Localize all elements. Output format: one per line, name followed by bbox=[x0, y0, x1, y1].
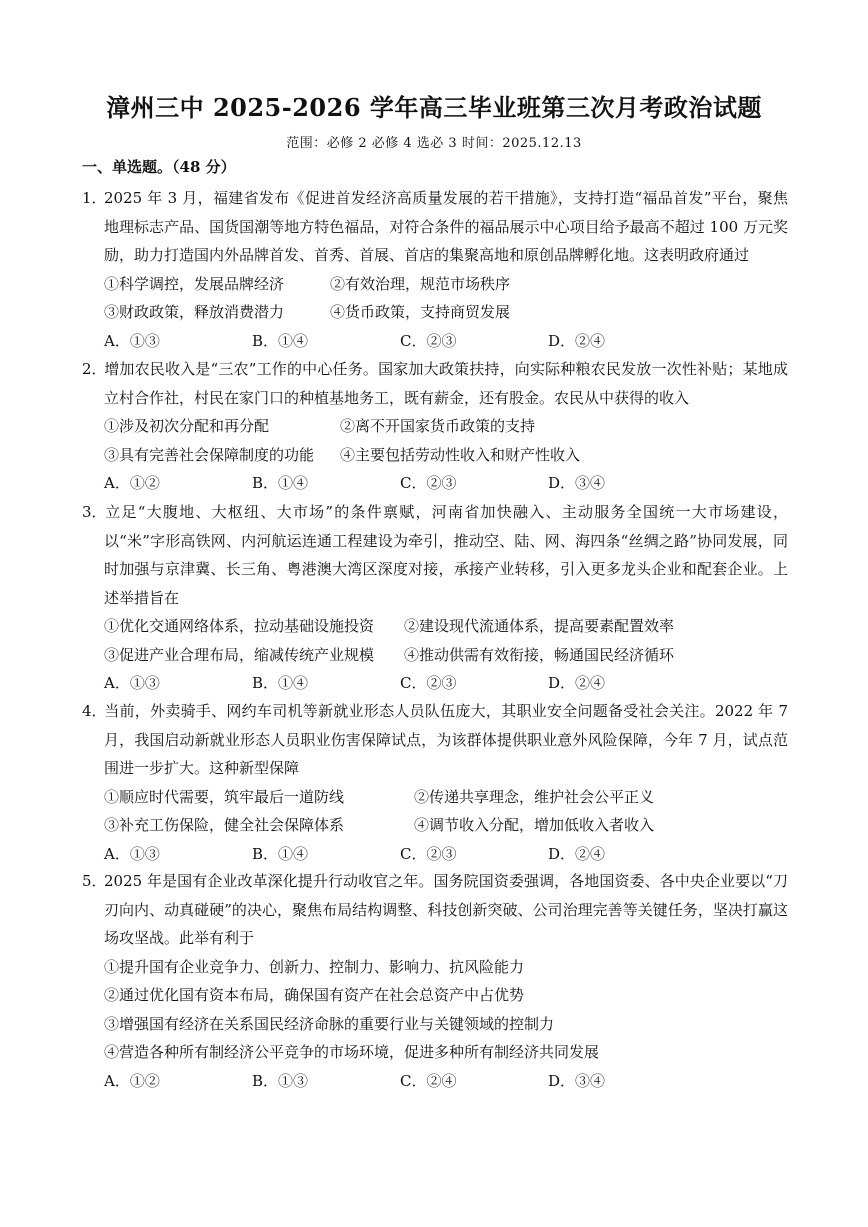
answer-row bbox=[82, 1067, 788, 1096]
answer-row bbox=[82, 669, 788, 698]
answer-a: A．①③ bbox=[104, 844, 160, 863]
answer-c: C．②③ bbox=[400, 474, 457, 492]
option-2: ②离不开国家货币政策的支持 bbox=[340, 417, 536, 435]
exam-title: 漳州三中 2025-2026 学年高三毕业班第三次月考政治试题 bbox=[106, 93, 762, 122]
question-text: 2025 年 3 月，福建省发布《促进首发经济高质量发展的若干措施》，支持打造“福品首发”平台，聚焦地理标志产品、国货国潮等地方特色福品，对符合条件的福品展示中心项目给予最高不超过 100 万元奖励，助力打造国内外品牌首发、首秀、首展、首店的集聚高地和原创品牌孵化地。这表明政府通过 bbox=[104, 189, 788, 264]
option-row bbox=[82, 412, 788, 441]
answer-d: D．③④ bbox=[548, 474, 606, 492]
answer-b: B．①④ bbox=[252, 474, 309, 492]
answer-c: C．②③ bbox=[400, 331, 457, 350]
option-2: ②通过优化国有资本布局，确保国有资产在社会总资产中占优势 bbox=[104, 986, 525, 1004]
option-row bbox=[82, 441, 788, 470]
question-stem bbox=[82, 697, 788, 783]
option-4: ④主要包括劳动性收入和财产性收入 bbox=[340, 445, 581, 464]
answer-a: A．①③ bbox=[104, 331, 160, 350]
question-2 bbox=[82, 355, 788, 498]
answer-a: A．①② bbox=[104, 474, 160, 492]
option-1: ①提升国有企业竞争力、创新力、控制力、影响力、抗风险能力 bbox=[104, 957, 525, 976]
option-3: ③财政政策，释放消费潜力 bbox=[104, 303, 285, 321]
exam-subtitle: 范围：必修 2 必修 4 选必 3 时间：2025.12.13 bbox=[286, 136, 582, 151]
answer-a: A．①③ bbox=[104, 674, 160, 692]
option-4: ④调节收入分配，增加低收入者收入 bbox=[414, 816, 655, 834]
question-text: 立足“大腹地、大枢纽、大市场”的条件禀赋，河南省加快融入、主动服务全国统一大市场建设，以“米”字形高铁网、内河航运连通工程建设为牵引，推动空、陆、网、海四条“丝绸之路”协同发展，同时加强与京津冀、长三角、粤港澳大湾区深度对接，承接产业转移，引入更多龙头企业和配套企业。上述举措旨在 bbox=[104, 503, 788, 607]
option-2: ②传递共享理念，维护社会公平正义 bbox=[414, 787, 655, 806]
option-3: ③增强国有经济在关系国民经济命脉的重要行业与关键领域的控制力 bbox=[104, 1014, 555, 1033]
question-stem bbox=[82, 498, 788, 612]
option-3: ③具有完善社会保障制度的功能 bbox=[104, 445, 315, 464]
answer-row bbox=[82, 327, 788, 356]
answer-d: D．②④ bbox=[548, 331, 606, 350]
answer-row bbox=[82, 840, 788, 869]
option-1: ①优化交通网络体系，拉动基础设施投资 bbox=[104, 617, 375, 635]
answer-d: D．③④ bbox=[548, 1071, 606, 1090]
option-1: ①科学调控，发展品牌经济 bbox=[104, 274, 285, 293]
question-number: 2． bbox=[82, 360, 107, 378]
question-4 bbox=[82, 697, 788, 868]
question-stem bbox=[82, 867, 788, 953]
answer-d: D．②④ bbox=[548, 674, 606, 692]
option-row bbox=[82, 783, 788, 812]
option-4: ④推动供需有效衔接，畅通国民经济循环 bbox=[404, 645, 675, 664]
option-row bbox=[82, 612, 788, 641]
answer-b: B．①③ bbox=[252, 1071, 309, 1090]
question-text: 当前，外卖骑手、网约车司机等新就业形态人员队伍庞大，其职业安全问题备受社会关注。2022 年 7 月，我国启动新就业形态人员职业伤害保障试点，为该群体提供职业意外风险保障，今年 7 月，试点范围进一步扩大。这种新型保障 bbox=[104, 702, 788, 777]
answer-c: C．②③ bbox=[400, 844, 457, 863]
option-3: ③促进产业合理布局，缩减传统产业规模 bbox=[104, 645, 375, 664]
option-2: ②建设现代流通体系，提高要素配置效率 bbox=[404, 617, 675, 635]
section-heading: 一、单选题。（48 分） bbox=[82, 158, 236, 176]
question-number: 5． bbox=[82, 872, 107, 890]
answer-row bbox=[82, 469, 788, 498]
answer-c: C．②③ bbox=[400, 674, 457, 692]
answer-b: B．①④ bbox=[252, 844, 309, 863]
question-stem bbox=[82, 184, 788, 270]
option-row bbox=[82, 641, 788, 670]
question-number: 4． bbox=[82, 702, 107, 720]
answer-b: B．①④ bbox=[252, 674, 309, 692]
answer-b: B．①④ bbox=[252, 331, 309, 350]
answer-c: C．②④ bbox=[400, 1071, 457, 1090]
answer-a: A．①② bbox=[104, 1071, 160, 1090]
question-5 bbox=[82, 867, 788, 1095]
question-text: 增加农民收入是“三农”工作的中心任务。国家加大政策扶持，向实际种粮农民发放一次性补贴；某地成立村合作社，村民在家门口的种植基地务工，既有薪金，还有股金。农民从中获得的收入 bbox=[104, 360, 788, 407]
option-3: ③补充工伤保险，健全社会保障体系 bbox=[104, 816, 345, 834]
question-text: 2025 年是国有企业改革深化提升行动收官之年。国务院国资委强调，各地国资委、各中央企业要以“刀刃向内、动真碰硬”的决心，聚焦布局结构调整、科技创新突破、公司治理完善等关键任务，坚决打赢这场攻坚战。此举有利于 bbox=[104, 872, 788, 947]
question-number: 3． bbox=[82, 503, 107, 521]
option-row bbox=[82, 298, 788, 327]
option-4: ④营造各种所有制经济公平竞争的市场环境，促进多种所有制经济共同发展 bbox=[104, 1043, 600, 1061]
option-2: ②有效治理，规范市场秩序 bbox=[330, 274, 511, 293]
option-1: ①顺应时代需要，筑牢最后一道防线 bbox=[104, 787, 345, 806]
option-row bbox=[82, 811, 788, 840]
option-1: ①涉及初次分配和再分配 bbox=[104, 417, 270, 435]
question-3 bbox=[82, 498, 788, 698]
option-row bbox=[82, 270, 788, 299]
question-number: 1． bbox=[82, 189, 107, 207]
answer-d: D．②④ bbox=[548, 844, 606, 863]
question-stem bbox=[82, 355, 788, 412]
option-4: ④货币政策，支持商贸发展 bbox=[330, 303, 511, 321]
question-1 bbox=[82, 184, 788, 355]
